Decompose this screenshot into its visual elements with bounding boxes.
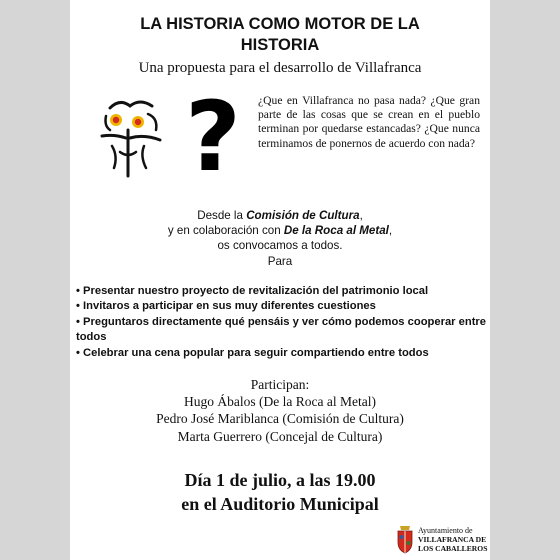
poster-title: [70, 14, 490, 56]
list-item: • Celebrar una cena popular para seguir compartiendo entre todos: [76, 346, 486, 361]
convocation-suffix-2: ,: [388, 224, 393, 238]
convocation-line-2: [70, 223, 490, 238]
participant: Marta Guerrero (Concejal de Cultura): [177, 428, 383, 444]
poster: [70, 0, 490, 560]
list-item: • Preguntaros directamente qué pensáis y ver cómo podemos cooperar entre todos: [76, 315, 486, 346]
convocation-prefix-2: y en colaboración con: [167, 224, 284, 238]
ayuntamiento-line-3: LOS CABALLEROS: [418, 544, 488, 553]
villafranca-crest-icon: [396, 524, 414, 554]
org-de-la-roca-al-metal: De la Roca al Metal: [283, 224, 389, 238]
title-line-1: LA HISTORIA COMO MOTOR DE LA: [140, 15, 420, 33]
event-date-time: Día 1 de julio, a las 19.00: [184, 470, 376, 490]
convocation-prefix-1: Desde la: [197, 209, 247, 222]
ayuntamiento-line-2: VILLAFRANCA DE: [418, 535, 487, 544]
ayuntamiento-signature: [418, 526, 490, 553]
ayuntamiento-line-1: Ayuntamiento de: [418, 526, 473, 535]
convocation-line-4: Para: [267, 254, 293, 268]
convocation-block: [70, 208, 490, 269]
questions-paragraph: ¿Que en Villafranca no pasa nada? ¿Que gran parte de las cosas que se crean en el pueblo terminan por quedarse estancadas? ¿Que nunca terminamos de ponernos de acuerdo con nada?: [258, 94, 480, 150]
participants-block: [70, 376, 490, 445]
purpose-list: [76, 284, 486, 361]
poster-subtitle: Una propuesta para el desarrollo de Villafranca: [138, 60, 422, 76]
convocation-line-3: os convocamos a todos.: [217, 239, 343, 253]
participant: Hugo Ábalos (De la Roca al Metal): [184, 394, 376, 410]
participants-heading: Participan:: [250, 377, 310, 392]
participant: Pedro José Mariblanca (Comisión de Cultura): [156, 411, 404, 427]
title-line-2: HISTORIA: [240, 36, 320, 54]
event-info: [70, 468, 490, 516]
convocation-line-1: [70, 208, 490, 223]
convocation-suffix-1: ,: [359, 209, 363, 222]
list-item: • Invitaros a participar en sus muy diferentes cuestiones: [76, 299, 486, 314]
org-comision-cultura: Comisión de Cultura: [246, 209, 360, 222]
event-place: en el Auditorio Municipal: [181, 494, 379, 514]
question-mark-icon: ?: [185, 81, 241, 193]
de-la-roca-al-metal-logo-icon: [100, 96, 164, 180]
list-item: • Presentar nuestro proyecto de revitalización del patrimonio local: [76, 284, 486, 299]
